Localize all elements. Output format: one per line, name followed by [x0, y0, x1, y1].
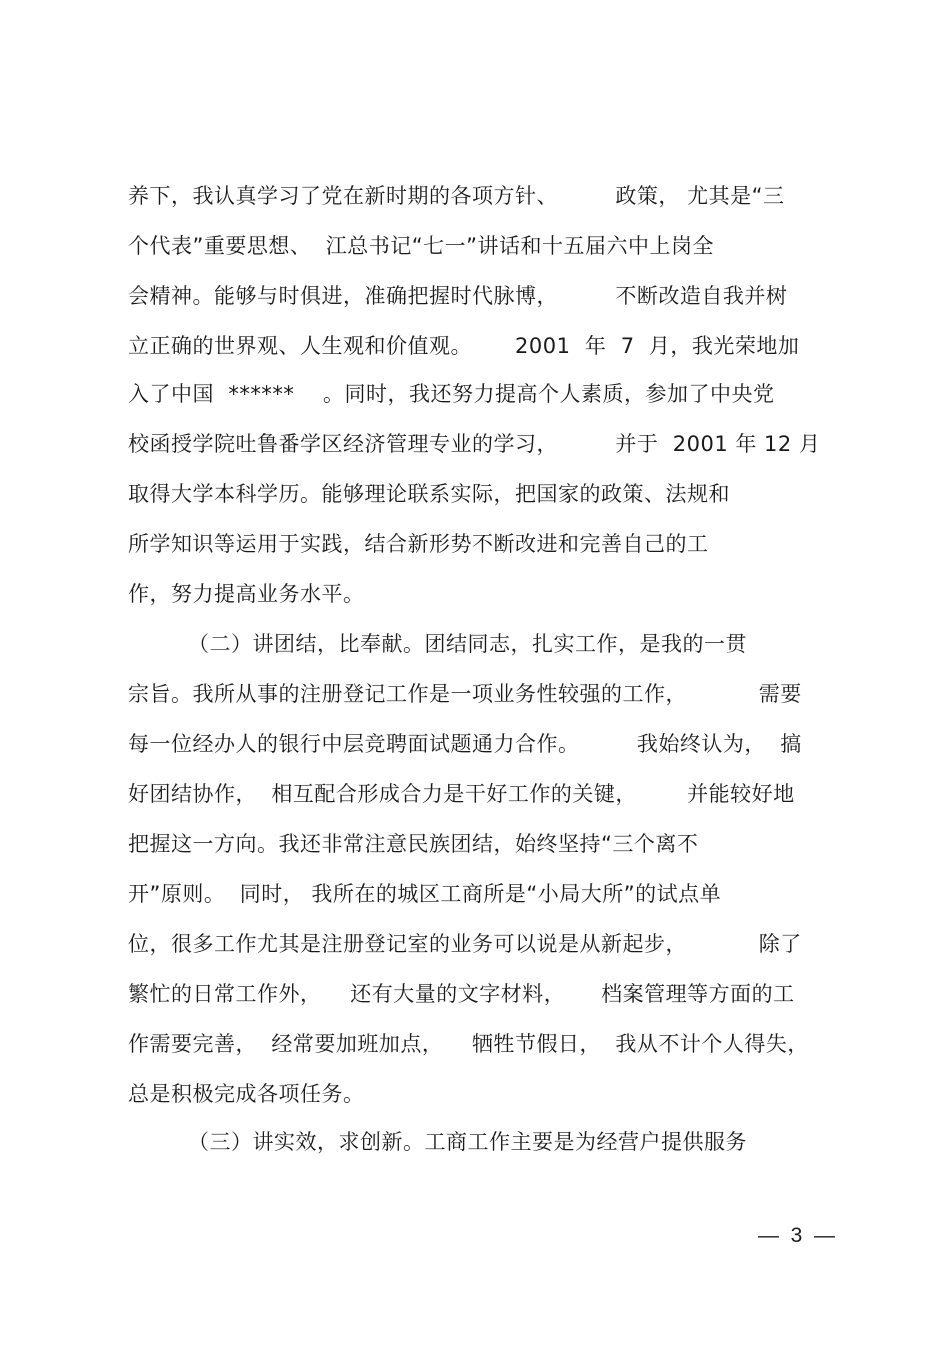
paragraph-line: 繁忙的日常工作外， 还有大量的文字材料， 档案管理等方面的工 [128, 982, 795, 1006]
paragraph-line: 养下，我认真学习了党在新时期的各项方针、 政策， 尤其是“三 [128, 184, 785, 208]
paragraph-line: 立正确的世界观、人生观和价值观。 2001 年 7 月，我光荣地加 [128, 334, 800, 358]
paragraph-heading-line: （二）讲团结，比奉献。团结同志，扎实工作，是我的一贯 [188, 632, 747, 656]
paragraph-line: 个代表”重要思想、 江总书记“七一”讲话和十五届六中上岗全 [128, 234, 714, 258]
paragraph-line: 好团结协作， 相互配合形成合力是干好工作的关键， 并能较好地 [128, 782, 795, 806]
paragraph-line: 开”原则。 同时， 我所在的城区工商所是“小局大所”的试点单 [128, 882, 722, 906]
paragraph-line: 入了中国 ****** 。同时，我还努力提高个人素质，参加了中央党 [128, 382, 775, 406]
paragraph-line: 会精神。能够与时俱进，准确把握时代脉博， 不断改造自我并树 [128, 284, 788, 308]
paragraph-line: 校函授学院吐鲁番学区经济管理专业的学习， 并于 2001 年 12 月 [128, 432, 821, 456]
paragraph-line: 总是积极完成各项任务。 [128, 1082, 365, 1106]
paragraph-heading-line: （三）讲实效，求创新。工商工作主要是为经营户提供服务 [188, 1130, 747, 1154]
paragraph-line: 取得大学本科学历。能够理论联系实际，把国家的政策、法规和 [128, 482, 730, 506]
paragraph-line: 每一位经办人的银行中层竞聘面试题通力合作。 我始终认为， 搞 [128, 732, 802, 756]
paragraph-line: 所学知识等运用于实践，结合新形势不断改进和完善自己的工 [128, 532, 709, 556]
page-number: — 3 — [758, 1224, 836, 1247]
paragraph-line: 位，很多工作尤其是注册登记室的业务可以说是从新起步， 除了 [128, 932, 802, 956]
paragraph-line: 宗旨。我所从事的注册登记工作是一项业务性较强的工作， 需要 [128, 682, 802, 706]
paragraph-line: 作，努力提高业务水平。 [128, 582, 365, 606]
paragraph-line: 把握这一方向。我还非常注意民族团结，始终坚持“三个离不 [128, 832, 699, 856]
paragraph-line: 作需要完善， 经常要加班加点， 牺牲节假日， 我从不计个人得失， [128, 1032, 809, 1056]
